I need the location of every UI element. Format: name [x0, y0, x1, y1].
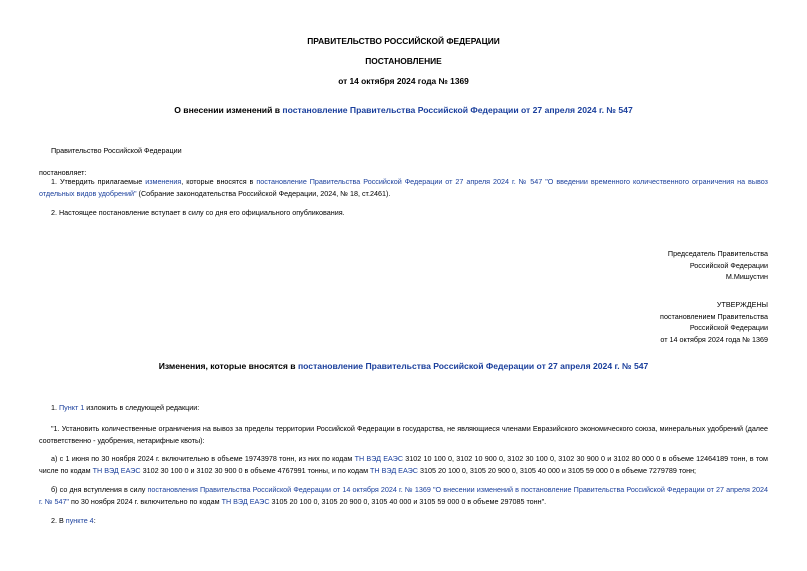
p1-text-a: 1. Утвердить прилагаемые: [51, 177, 146, 186]
pa-text-b: 3102 10 100 0, 3102 10 900 0, 3102 30 100 0, 3102 30 900 0 и 3102 80 000 0 в объеме 12464189 тонн, в том числе по кодам: [39, 454, 768, 475]
pb-text-c: 3105 20 100 0, 3105 20 900 0, 3105 40 000 и 3105 59 000 0 в объеме 297085 тонн".: [269, 496, 547, 506]
resolution-1369-link[interactable]: постановления Правительства Российской Федерации от 14 октября 2024 г. № 1369 "О внесении изменений в постановление Правительства Российской Федерации от 27 апреля 2024 г. № 547": [39, 485, 768, 506]
approved-block: [660, 299, 768, 345]
item1-link[interactable]: Пункт 1: [59, 403, 85, 412]
tnved-link-1[interactable]: ТН ВЭД ЕАЭС: [354, 454, 404, 463]
signature-position: Председатель Правительства: [667, 249, 768, 258]
p1-text-b: , которые вносятся в: [181, 177, 257, 186]
title-prefix: О внесении изменений в: [174, 105, 283, 115]
item2-number: 2. В: [51, 516, 66, 525]
paragraph-2: 2. Настоящее постановление вступает в силу со дня его официального опубликования.: [51, 208, 345, 217]
subparagraph-b: [39, 484, 768, 507]
change-item-1: [51, 402, 199, 414]
pa-text-d: 3105 20 100 0, 3105 20 900 0, 3105 40 000 и 3105 59 000 0 в объеме 7279789 тонн;: [417, 465, 697, 475]
signature-block: [668, 248, 768, 283]
approved-line-4: от 14 октября 2024 года № 1369: [660, 334, 768, 344]
changes-title-prefix: Изменения, которые вносятся в: [158, 361, 298, 371]
document-date-number: от 14 октября 2024 года № 1369: [338, 76, 469, 86]
signature-name: М.Мишустин: [725, 272, 768, 281]
government-heading: ПРАВИТЕЛЬСТВО РОССИЙСКОЙ ФЕДЕРАЦИИ: [307, 36, 500, 46]
changes-link[interactable]: изменения: [145, 177, 182, 186]
item1-rest: изложить в следующей редакции:: [84, 403, 200, 412]
approved-line-3: Российской Федерации: [689, 323, 768, 332]
pb-text-b: по 30 ноября 2024 г. включительно по кодам: [69, 496, 222, 506]
tnved-link-2[interactable]: ТН ВЭД ЕАЭС: [92, 465, 141, 475]
item1-number: 1.: [51, 403, 59, 412]
change-item-2: [51, 515, 96, 527]
changes-title-link[interactable]: постановление Правительства Российской Федерации от 27 апреля 2024 г. № 547: [297, 361, 649, 371]
paragraph-1: [39, 176, 768, 199]
pb-text-a: б) со дня вступления в силу: [51, 485, 148, 494]
approved-line-2: постановлением Правительства: [660, 311, 768, 321]
government-line: Правительство Российской Федерации: [51, 146, 182, 155]
item2-rest: :: [93, 516, 96, 525]
approved-heading: УТВЕРЖДЕНЫ: [716, 300, 768, 309]
decides-line: постановляет:: [39, 168, 87, 177]
signature-country: Российской Федерации: [689, 260, 768, 270]
quote-paragraph: "1. Установить количественные ограничения на вывоз за пределы территории Российской Федерации в государства, не являющиеся членами Евразийского экономического союза, минеральных удобрений (далее соответственно - удобрения, нетарифные квоты):: [39, 424, 768, 445]
document-title: [0, 105, 807, 115]
pa-text-a: а) с 1 июня по 30 ноября 2024 г. включительно в объеме 19743978 тонн, из них по кодам: [51, 454, 355, 463]
title-link[interactable]: постановление Правительства Российской Федерации от 27 апреля 2024 г. № 547: [282, 105, 633, 115]
document-type: ПОСТАНОВЛЕНИЕ: [365, 56, 442, 66]
item2-link[interactable]: пункте 4: [65, 516, 94, 525]
p1-text-c: (Собрание законодательства Российской Федерации, 2024, № 18, ст.2461).: [136, 188, 391, 198]
subparagraph-a: [39, 453, 768, 476]
resolution-547-link[interactable]: постановление Правительства Российской Федерации от 27 апреля 2024 г. № 547 "О введении временного количественного ограничения на вывоз отдельных видов удобрений": [39, 177, 768, 198]
tnved-link-4[interactable]: ТН ВЭД ЕАЭС: [221, 496, 270, 506]
changes-title: [0, 361, 807, 371]
tnved-link-3[interactable]: ТН ВЭД ЕАЭС: [370, 465, 418, 475]
pa-text-c: 3102 30 100 0 и 3102 30 900 0 в объеме 4767991 тонны, и по кодам: [140, 465, 371, 475]
